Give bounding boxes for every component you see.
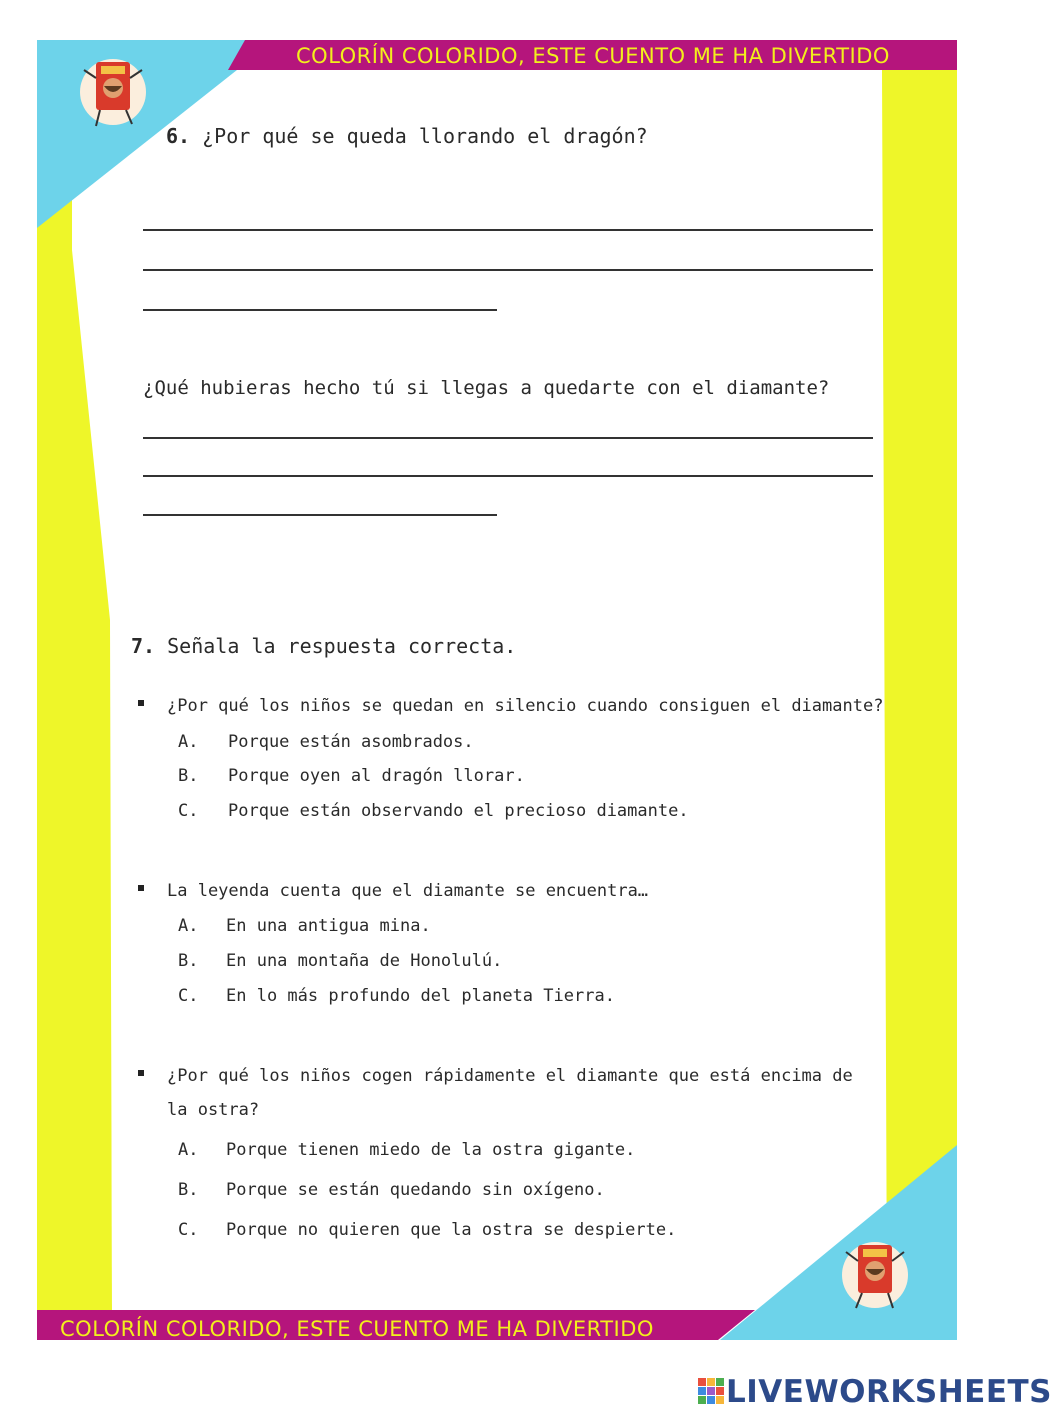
option-letter: C.: [178, 801, 199, 821]
quiz-item-question: ¿Por qué los niños se quedan en silencio cuando consiguen el diamante?: [167, 696, 883, 716]
right-yellow-strip: [882, 70, 957, 1312]
quiz-item-question: La leyenda cuenta que el diamante se encuentra…: [167, 881, 648, 901]
liveworksheets-logo-icon: [698, 1378, 724, 1406]
option-text: Porque no quieren que la ostra se despierte.: [226, 1220, 677, 1240]
answer-line[interactable]: [143, 309, 497, 311]
option-letter: B.: [178, 1180, 199, 1200]
question-7-text: Señala la respuesta correcta.: [167, 634, 517, 658]
content-paper: [72, 68, 887, 1312]
book-mascot-icon-bottom: [842, 1242, 908, 1308]
quiz-option[interactable]: [178, 766, 525, 786]
question-6-text: ¿Por qué se queda llorando el dragón?: [202, 124, 648, 148]
answer-line[interactable]: [143, 475, 873, 477]
answer-line[interactable]: [143, 229, 873, 231]
quiz-item-question: ¿Por qué los niños cogen rápidamente el diamante que está encima de: [167, 1066, 853, 1086]
answer-line[interactable]: [143, 269, 873, 271]
quiz-option[interactable]: [178, 1180, 605, 1200]
answer-line[interactable]: [143, 514, 497, 516]
quiz-option[interactable]: [178, 801, 689, 821]
quiz-option[interactable]: [178, 732, 474, 752]
quiz-option[interactable]: [178, 951, 502, 971]
question-6: [166, 124, 648, 148]
quiz-option[interactable]: [178, 1220, 676, 1240]
top-banner-text: COLORÍN COLORIDO, ESTE CUENTO ME HA DIVERTIDO: [296, 44, 890, 68]
quiz-option[interactable]: [178, 916, 431, 936]
quiz-option[interactable]: [178, 1140, 635, 1160]
bullet-square-icon: [138, 700, 144, 706]
option-letter: A.: [178, 1140, 199, 1160]
option-text: Porque están asombrados.: [228, 732, 474, 752]
question-6-followup: ¿Qué hubieras hecho tú si llegas a quedarte con el diamante?: [143, 377, 830, 399]
option-letter: B.: [178, 766, 199, 786]
option-letter: C.: [178, 1220, 199, 1240]
question-7-number: 7.: [131, 634, 156, 658]
quiz-item-question-continued: la ostra?: [167, 1100, 260, 1120]
option-text: En una montaña de Honolulú.: [226, 951, 503, 971]
option-letter: A.: [178, 916, 199, 936]
bullet-square-icon: [138, 885, 144, 891]
option-text: Porque oyen al dragón llorar.: [228, 766, 525, 786]
option-text: En lo más profundo del planeta Tierra.: [226, 986, 615, 1006]
bottom-banner-text: COLORÍN COLORIDO, ESTE CUENTO ME HA DIVERTIDO: [60, 1317, 654, 1341]
liveworksheets-logo-text[interactable]: LIVEWORKSHEETS: [726, 1374, 1052, 1410]
question-6-number: 6.: [166, 124, 191, 148]
quiz-option[interactable]: [178, 986, 615, 1006]
option-text: Porque se están quedando sin oxígeno.: [226, 1180, 605, 1200]
option-letter: C.: [178, 986, 199, 1006]
option-letter: B.: [178, 951, 199, 971]
option-text: En una antigua mina.: [226, 916, 431, 936]
answer-line[interactable]: [143, 437, 873, 439]
question-7: [131, 634, 516, 658]
option-letter: A.: [178, 732, 199, 752]
option-text: Porque están observando el precioso diamante.: [228, 801, 689, 821]
bullet-square-icon: [138, 1070, 144, 1076]
option-text: Porque tienen miedo de la ostra gigante.: [226, 1140, 636, 1160]
